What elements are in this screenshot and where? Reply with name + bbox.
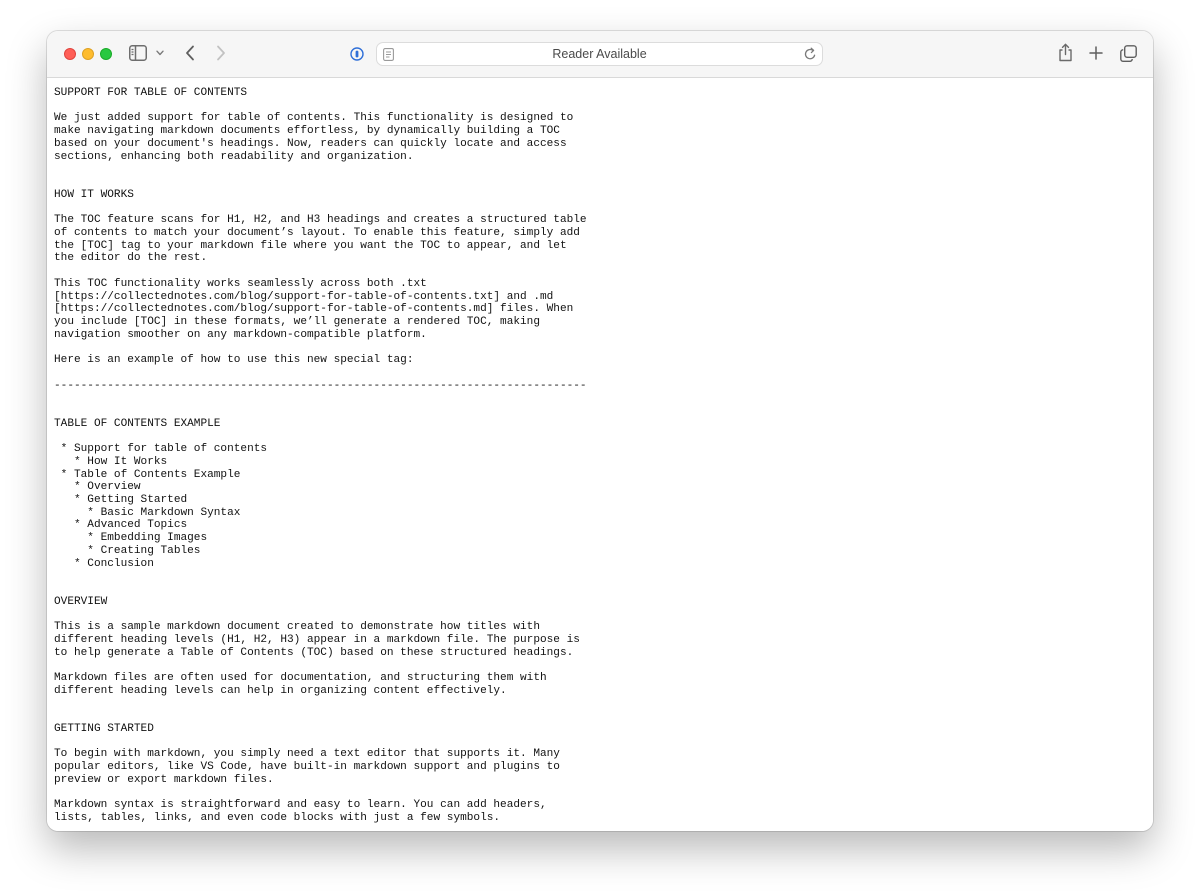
maximize-window-button[interactable] bbox=[100, 48, 112, 60]
reload-icon[interactable] bbox=[804, 47, 817, 61]
close-window-button[interactable] bbox=[64, 48, 76, 60]
address-bar[interactable] bbox=[376, 42, 823, 66]
chevron-left-icon[interactable] bbox=[185, 45, 195, 61]
browser-toolbar bbox=[47, 31, 1153, 78]
document-text: SUPPORT FOR TABLE OF CONTENTS We just added support for table of contents. This functionality is designed to make navigating markdown documents effortless, by dynamically building a TOC based on your document's headings. Now, readers can quickly locate and access sections, enhancing both readability and organization. HOW IT WORKS The TOC feature scans for H1, H2, and H3 headings and creates a structured table of contents to match your document’s layout. To enable this feature, simply add the [TOC] tag to your markdown file where you want the TOC to appear, and let the editor do the rest. This TOC functionality works seamlessly across both .txt [https://collectednotes.com/blog/support-for-table-of-contents.txt] and .md [https://collectednotes.com/blog/support-for-table-of-contents.md] files. When you include [TOC] in these formats, we’ll generate a rendered TOC, making navigation smoother on any markdown-compatible platform. Here is an example of how to use this new special tag: -------------------------------------------------------------------------------- TABLE OF CONTENTS EXAMPLE * Support for table of contents * How It Works * Table of Contents Example * Overview * Getting Started * Basic Markdown Syntax * Advanced Topics * Embedding Images * Creating Tables * Conclusion OVERVIEW This is a sample markdown document created to demonstrate how titles with different heading levels (H1, H2, H3) appear in a markdown file. The purpose is to help generate a Table of Contents (TOC) based on these structured headings. Markdown files are often used for documentation, and structuring them with different heading levels can help in organizing content effectively. GETTING STARTED To begin with markdown, you simply need a text editor that supports it. Many popular editors, like VS Code, have built-in markdown support and plugins to preview or export markdown files. Markdown syntax is straightforward and easy to learn. You can add headers, lists, tables, links, and even code blocks with just a few symbols. bbox=[54, 87, 587, 824]
tabs-icon[interactable] bbox=[1120, 45, 1137, 62]
chevron-right-icon[interactable] bbox=[216, 45, 226, 61]
sidebar-icon[interactable] bbox=[129, 45, 147, 61]
browser-window bbox=[47, 31, 1153, 831]
chevron-down-icon[interactable] bbox=[156, 50, 164, 56]
page-content bbox=[47, 78, 1153, 831]
privacy-report-icon[interactable] bbox=[350, 47, 364, 61]
share-icon[interactable] bbox=[1058, 43, 1073, 62]
plus-icon[interactable] bbox=[1089, 46, 1103, 60]
address-text[interactable]: Reader Available bbox=[552, 47, 647, 61]
minimize-window-button[interactable] bbox=[82, 48, 94, 60]
